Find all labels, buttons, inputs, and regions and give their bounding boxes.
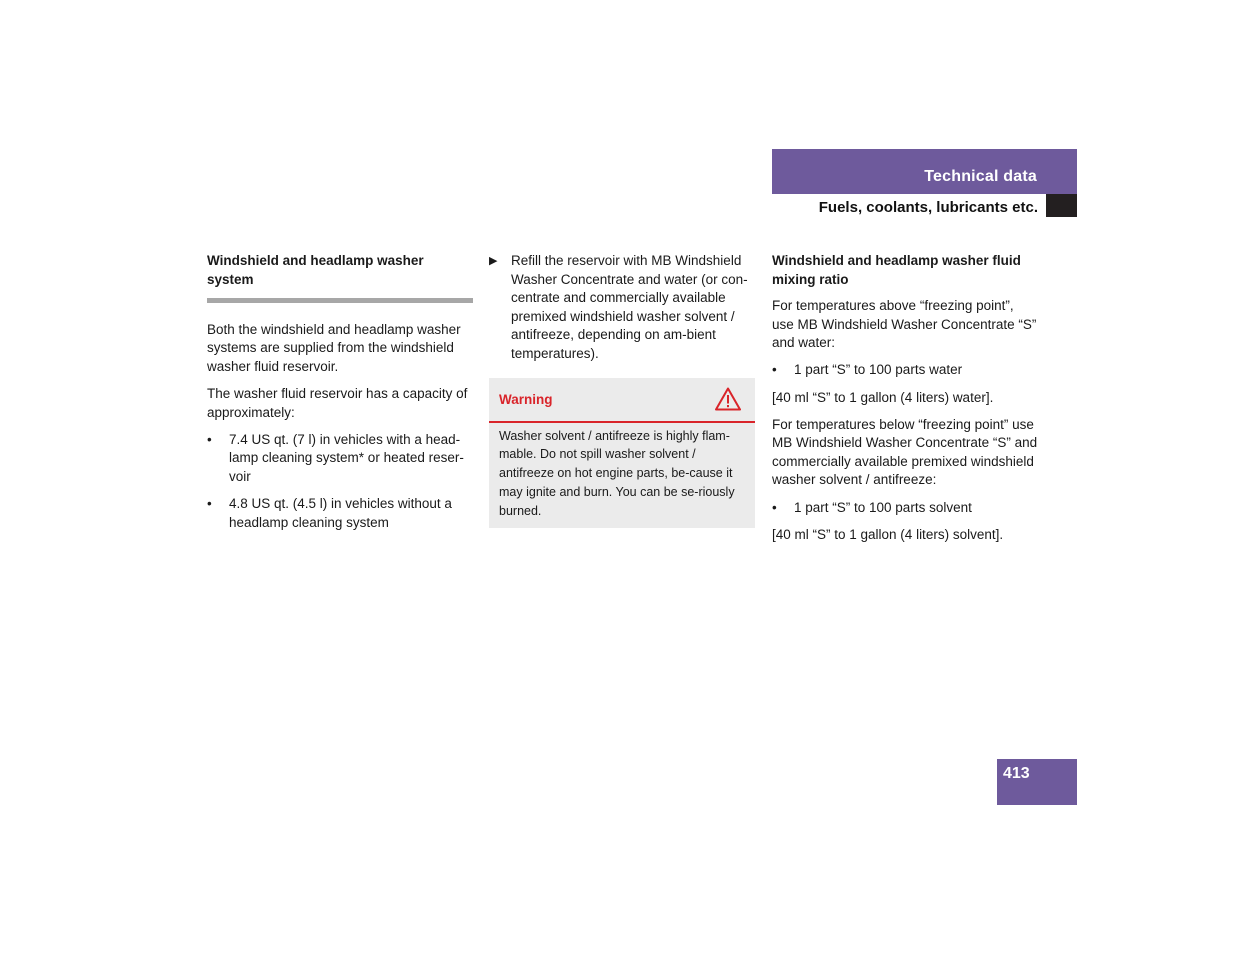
mixing-ratio-heading: Windshield and headlamp washer fluid mixing ratio [772, 253, 1021, 287]
paragraph: The washer fluid reservoir has a capacity of approximately: [207, 385, 468, 420]
list-item [772, 361, 1038, 380]
thumb-index-marker [1046, 194, 1077, 217]
heading-rule [207, 298, 473, 303]
paragraph: [40 ml “S” to 1 gallon (4 liters) solvent]. [772, 526, 1004, 542]
paragraph: For temperatures below “freezing point” use MB Windshield Washer Concentrate “S” and commercially available premixed windshield washer solvent / antifreeze: [772, 416, 1038, 488]
warning-header [489, 378, 755, 423]
page-number-tab [997, 759, 1077, 805]
step-arrow-icon: ▶ [489, 255, 498, 267]
warning-triangle-icon [715, 387, 741, 411]
list-item-text: 7.4 US qt. (7 l) in vehicles with a head-lamp cleaning system* or heated reser-voir [229, 431, 464, 484]
bullet-icon: • [772, 362, 777, 378]
step-text: Refill the reservoir with MB Windshield Washer Concentrate and water (or con-centrate and commercially available premixed windshield washer solvent / antifreeze, depending on am-bient temperatures). [511, 253, 748, 361]
column-refill [489, 252, 755, 528]
instruction-step [489, 252, 755, 364]
warning-box [489, 378, 755, 528]
bullet-icon: • [772, 499, 777, 515]
list-item-text: 4.8 US qt. (4.5 l) in vehicles without a headlamp cleaning system [229, 495, 452, 530]
bullet-icon: • [207, 495, 212, 511]
warning-text: Washer solvent / antifreeze is highly flam-mable. Do not spill washer solvent / antifreeze on hot engine parts, be-cause it may ignite and burn. You can be se-riously burned. [499, 428, 735, 518]
page-number: 413 [1003, 765, 1030, 782]
washer-system-heading: Windshield and headlamp washer system [207, 253, 424, 287]
list-item [207, 431, 473, 487]
section-header-tab [772, 149, 1077, 194]
list-item-text: 1 part “S” to 100 parts solvent [794, 499, 972, 515]
list-item [772, 499, 1038, 518]
paragraph: Both the windshield and headlamp washer systems are supplied from the windshield washer fluid reservoir. [207, 321, 461, 374]
list-item-text: 1 part “S” to 100 parts water [794, 362, 963, 378]
column-washer-system [207, 252, 473, 541]
section-subtitle: Fuels, coolants, lubricants etc. [818, 199, 1038, 216]
warning-label: Warning [499, 391, 553, 407]
column-mixing-ratio [772, 252, 1038, 553]
bullet-icon: • [207, 431, 212, 447]
section-title: Technical data [924, 168, 1037, 185]
paragraph: [40 ml “S” to 1 gallon (4 liters) water]. [772, 389, 994, 405]
paragraph: For temperatures above “freezing point”, use MB Windshield Washer Concentrate “S” and water: [772, 298, 1037, 351]
list-item [207, 495, 473, 532]
